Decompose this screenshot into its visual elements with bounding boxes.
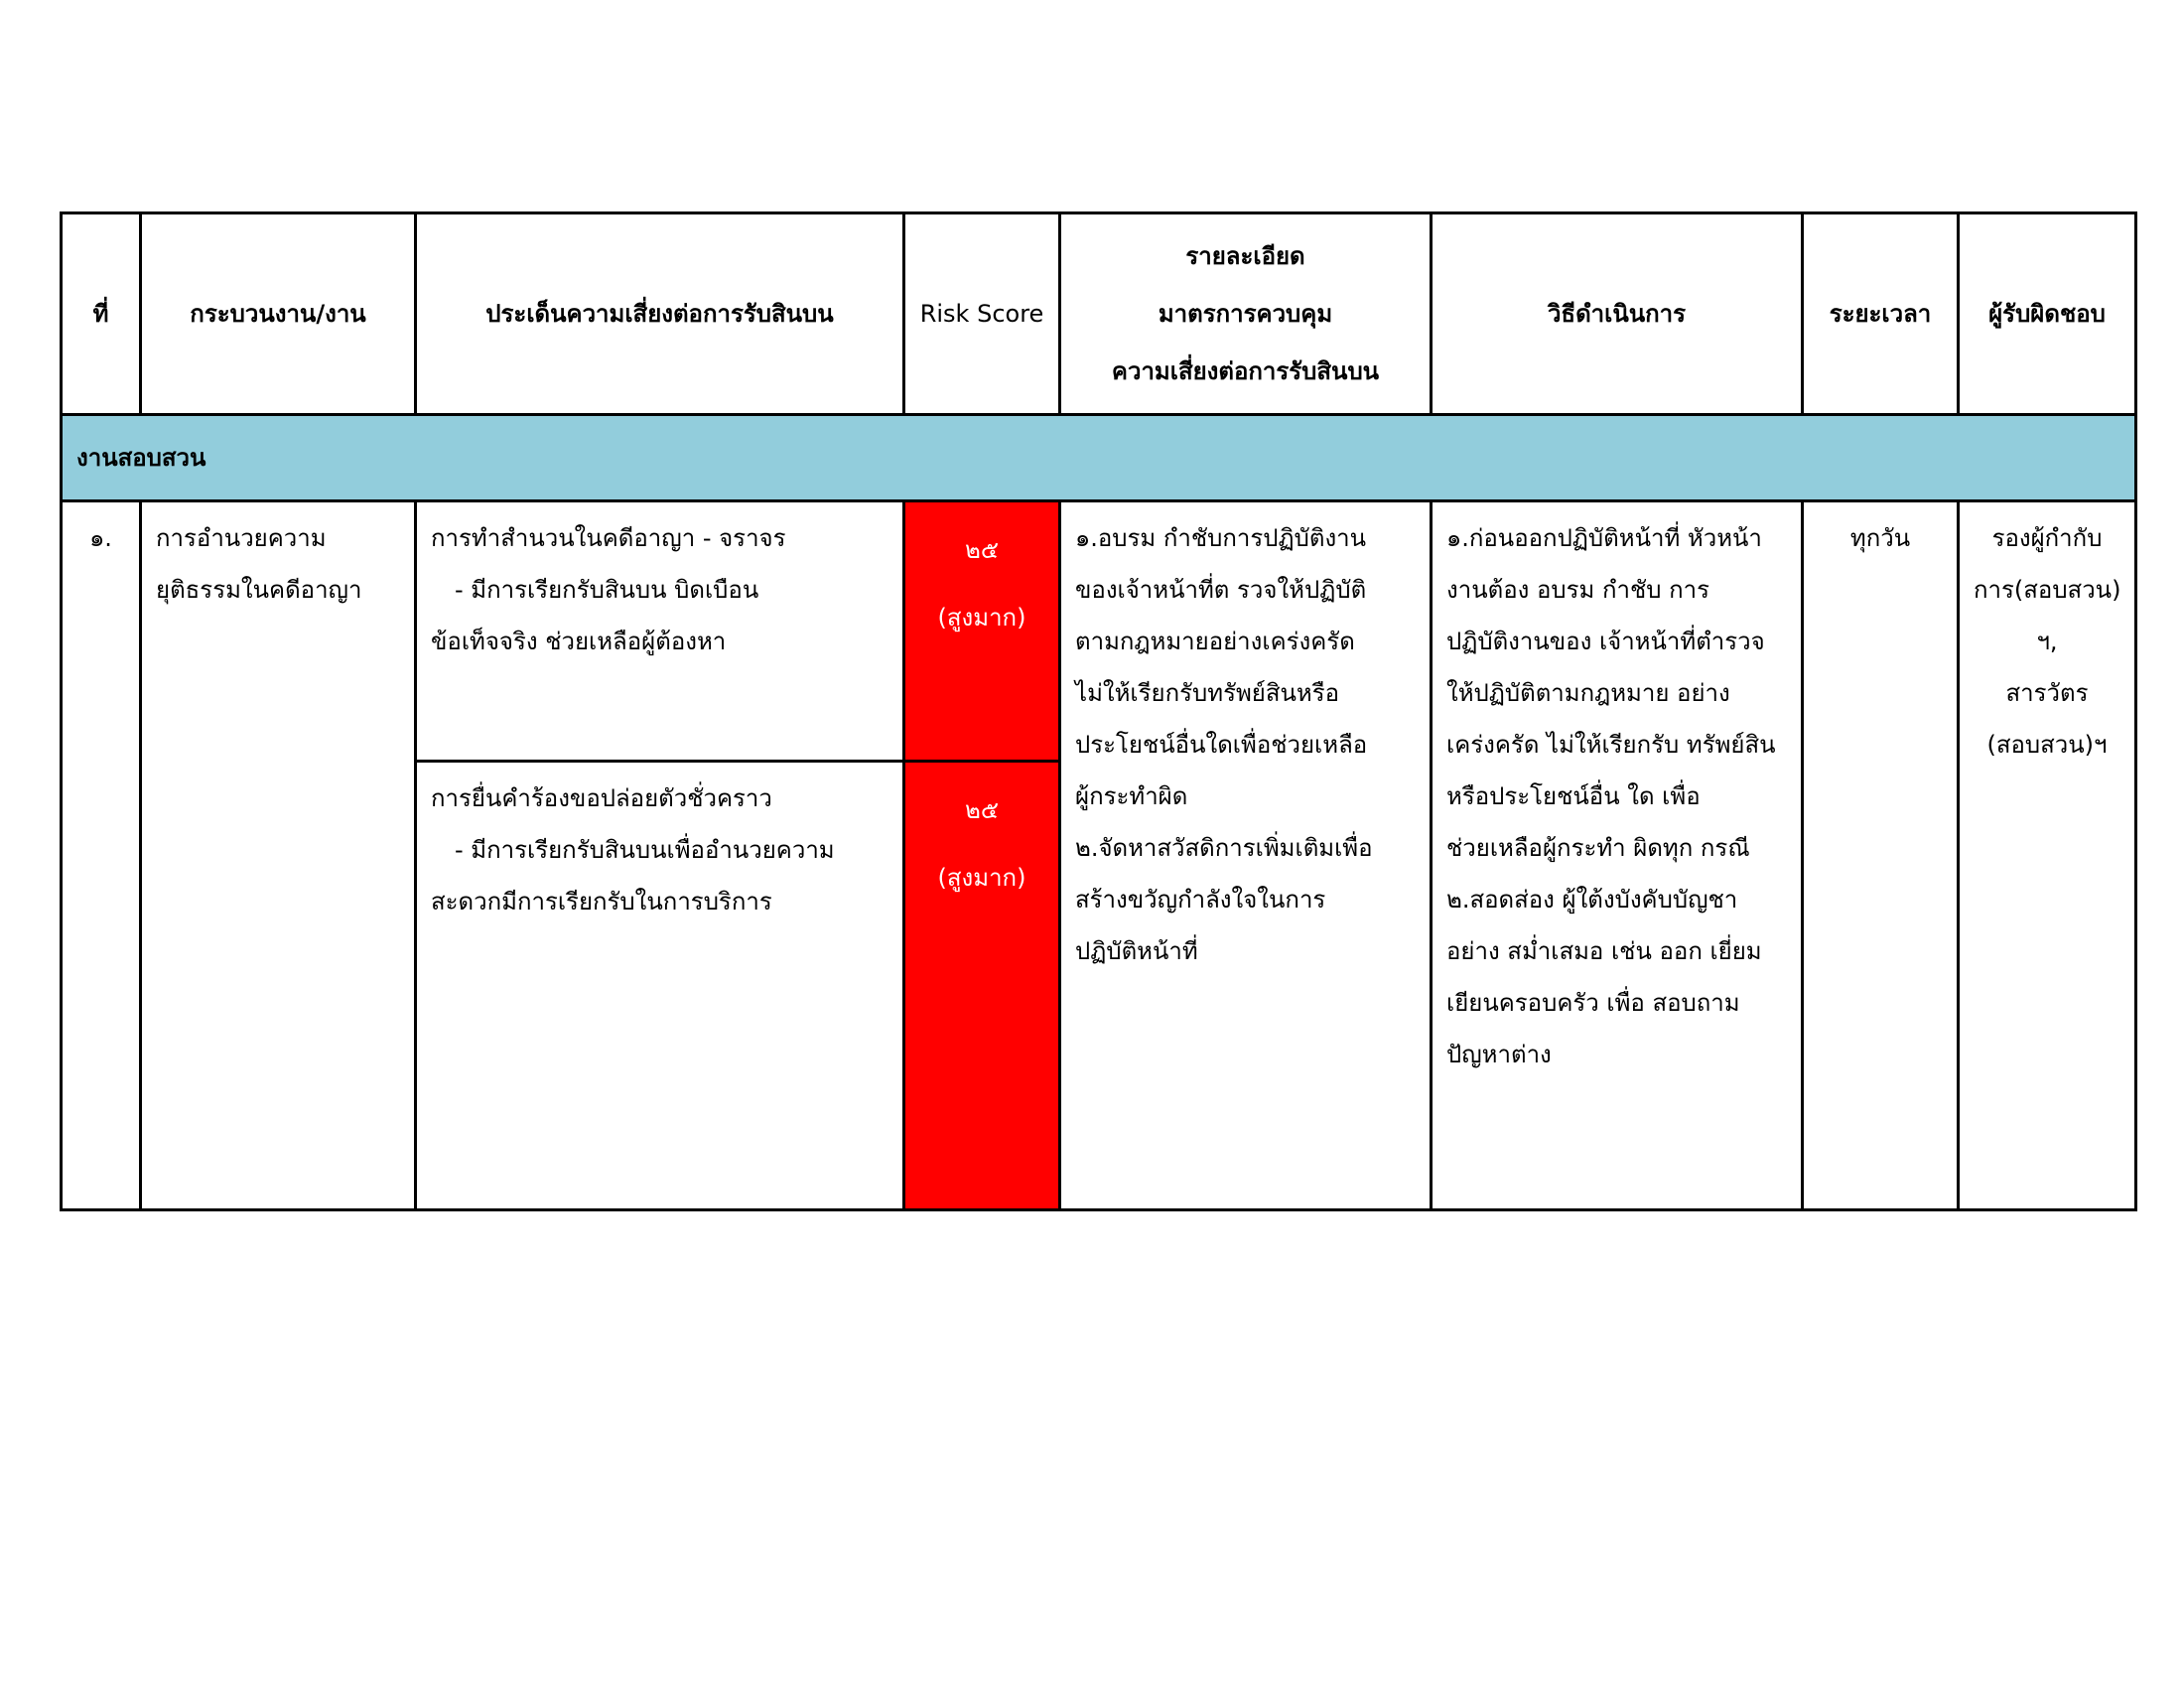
text-line: ปัญหาต่าง: [1446, 1041, 1552, 1068]
text-line: - มีการเรียกรับสินบน บิดเบือน: [455, 576, 759, 604]
text-line: ประโยชน์อื่นใดเพื่อช่วยเหลือ: [1075, 731, 1368, 759]
control-measures-cell: [1060, 501, 1432, 1210]
owner-cell: [1959, 501, 2136, 1210]
method-cell: [1432, 501, 1803, 1210]
risk-issue-cell: [416, 762, 904, 1210]
risk-score: ๒๕: [965, 796, 999, 824]
header-line: ความเสี่ยงต่อการรับสินบน: [1111, 357, 1380, 385]
bribery-risk-table: [60, 211, 2137, 1211]
risk-score-cell: [904, 762, 1060, 1210]
text-line: สร้างขวัญกำลังใจในการ: [1075, 886, 1326, 914]
text-line: การยื่นคำร้องขอปล่อยตัวชั่วคราว: [431, 784, 772, 812]
text-line: เยียนครอบครัว เพื่อ สอบถาม: [1446, 989, 1740, 1017]
text-line: ตามกฎหมายอย่างเคร่งครัด: [1075, 628, 1355, 655]
text-line: - มีการเรียกรับสินบนเพื่ออำนวยความ: [455, 836, 835, 864]
risk-score: ๒๕: [965, 536, 999, 564]
table-row: [62, 501, 2136, 762]
header-risk-score: Risk Score: [904, 213, 1060, 415]
text-line: สะดวกมีการเรียกรับในการบริการ: [431, 888, 772, 915]
text-line: ๒.สอดส่อง ผู้ใต้งบังคับบัญชา: [1446, 886, 1738, 914]
text-line: อย่าง สม่ำเสมอ เช่น ออก เยี่ยม: [1446, 937, 1762, 965]
risk-level: (สูงมาก): [937, 864, 1026, 892]
text-line: ๑.อบรม กำชับการปฏิบัติงาน: [1075, 524, 1367, 552]
text-line: ปฏิบัติหน้าที่: [1075, 937, 1198, 965]
header-method: วิธีดำเนินการ: [1432, 213, 1803, 415]
row-number: ๑.: [62, 501, 141, 1210]
period-cell: ทุกวัน: [1803, 501, 1959, 1210]
text-line: ยุติธรรมในคดีอาญา: [156, 576, 362, 604]
header-row: [62, 213, 2136, 415]
section-row: [62, 415, 2136, 501]
text-line: (สอบสวน)ฯ: [1986, 731, 2108, 759]
text-line: ของเจ้าหน้าที่ต รวจให้ปฏิบัติ: [1075, 576, 1367, 604]
text-line: ๒.จัดหาสวัสดิการเพิ่มเติมเพื่อ: [1075, 834, 1373, 862]
text-line: ๑.ก่อนออกปฏิบัติหน้าที่ หัวหน้า: [1446, 524, 1762, 552]
header-owner: ผู้รับผิดชอบ: [1959, 213, 2136, 415]
text-line: ผู้กระทำผิด: [1075, 782, 1188, 810]
header-line: รายละเอียด: [1185, 242, 1305, 270]
header-line: มาตรการควบคุม: [1158, 300, 1333, 328]
text-line: เคร่งครัด ไม่ให้เรียกรับ ทรัพย์สิน: [1446, 731, 1776, 759]
text-line: การทำสำนวนในคดีอาญา - จราจร: [431, 524, 786, 552]
header-process: กระบวนงาน/งาน: [141, 213, 416, 415]
risk-issue-cell: [416, 501, 904, 762]
header-no: ที่: [62, 213, 141, 415]
header-risk-issue: ประเด็นความเสี่ยงต่อการรับสินบน: [416, 213, 904, 415]
text-line: ช่วยเหลือผู้กระทำ ผิดทุก กรณี: [1446, 834, 1750, 862]
text-line: งานต้อง อบรม กำชับ การ: [1446, 576, 1709, 604]
text-line: ไม่ให้เรียกรับทรัพย์สินหรือ: [1075, 679, 1340, 707]
text-line: การอำนวยความ: [156, 524, 327, 552]
process-cell: [141, 501, 416, 1210]
risk-level: (สูงมาก): [937, 604, 1026, 632]
text-line: สารวัตร: [2005, 679, 2089, 707]
text-line: หรือประโยชน์อื่น ใด เพื่อ: [1446, 782, 1701, 810]
header-period: ระยะเวลา: [1803, 213, 1959, 415]
text-line: การ(สอบสวน): [1974, 576, 2121, 604]
text-line: รองผู้กำกับ: [1991, 524, 2103, 552]
text-line: ข้อเท็จจริง ช่วยเหลือผู้ต้องหา: [431, 628, 727, 655]
section-title: งานสอบสวน: [62, 415, 2136, 501]
header-control-measures: [1060, 213, 1432, 415]
risk-score-cell: [904, 501, 1060, 762]
text-line: ปฏิบัติงานของ เจ้าหน้าที่ตำรวจ: [1446, 628, 1765, 655]
text-line: ให้ปฏิบัติตามกฎหมาย อย่าง: [1446, 679, 1730, 707]
text-line: ฯ,: [2036, 628, 2058, 655]
